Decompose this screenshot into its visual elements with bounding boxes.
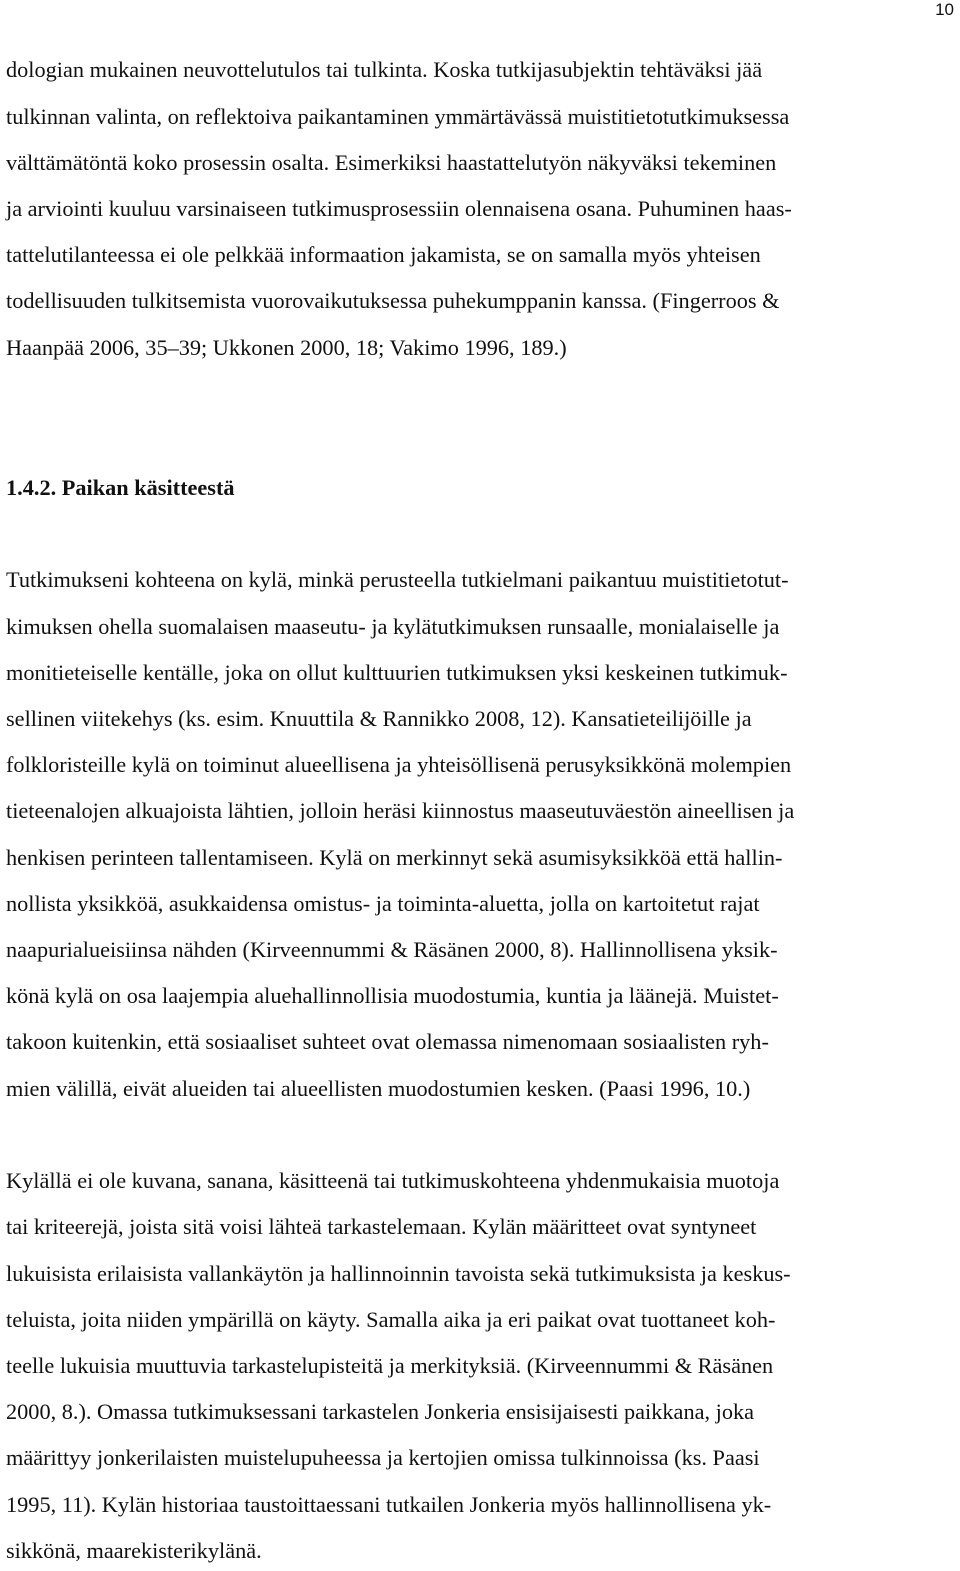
text-line: Kylällä ei ole kuvana, sanana, käsitteenä tai tutkimuskohteena yhdenmukaisia muotoja xyxy=(6,1168,780,1193)
text-line: tieteenalojen alkuajoista lähtien, jolloin heräsi kiinnostus maaseutuväestön aineellisen ja xyxy=(6,798,795,823)
text-line: teelle lukuisia muuttuvia tarkastelupisteitä ja merkityksiä. (Kirveennummi & Räsänen xyxy=(6,1353,774,1378)
text-line: tai kriteerejä, joista sitä voisi lähteä tarkastelemaan. Kylän määritteet ovat syntyneet xyxy=(6,1214,757,1239)
text-line: ja arviointi kuuluu varsinaiseen tutkimusprosessiin olennaisena osana. Puhuminen haas- xyxy=(6,196,792,221)
text-line: könä kylä on osa laajempia aluehallinnollisia muodostumia, kuntia ja läänejä. Muistet- xyxy=(6,983,779,1008)
section-heading: 1.4.2. Paikan käsitteestä xyxy=(6,475,235,500)
text-line: Haanpää 2006, 35–39; Ukkonen 2000, 18; Vakimo 1996, 189.) xyxy=(6,335,567,360)
text-line: määrittyy jonkerilaisten muistelupuheessa ja kertojien omissa tulkinnoissa (ks. Paasi xyxy=(6,1445,760,1470)
text-line: todellisuuden tulkitsemista vuorovaikutuksessa puhekumppanin kanssa. (Fingerroos & xyxy=(6,288,780,313)
text-line: folkloristeille kylä on toiminut alueellisena ja yhteisöllisenä perusyksikkönä molempien xyxy=(6,752,792,777)
text-line: Tutkimukseni kohteena on kylä, minkä perusteella tutkielmani paikantuu muistitietotut- xyxy=(6,567,789,592)
text-line: lukuisista erilaisista vallankäytön ja hallinnoinnin tavoista sekä tutkimuksista ja keskus- xyxy=(6,1261,791,1286)
text-line: dologian mukainen neuvottelutulos tai tulkinta. Koska tutkijasubjektin tehtäväksi jää xyxy=(6,57,763,82)
text-line: tulkinnan valinta, on reflektoiva paikantaminen ymmärtävässä muistitietotutkimuksessa xyxy=(6,104,790,129)
page-number: 10 xyxy=(935,0,954,19)
text-line: nollista yksikköä, asukkaidensa omistus- ja toiminta-aluetta, jolla on kartoitetut rajat xyxy=(6,891,760,916)
text-line: mien välillä, eivät alueiden tai alueellisten muodostumien kesken. (Paasi 1996, 10.) xyxy=(6,1076,751,1101)
text-line: välttämätöntä koko prosessin osalta. Esimerkiksi haastattelutyön näkyväksi tekeminen xyxy=(6,150,777,175)
text-line: teluista, joita niiden ympärillä on käyty. Samalla aika ja eri paikat ovat tuottaneet koh- xyxy=(6,1307,776,1332)
text-line: kimuksen ohella suomalaisen maaseutu- ja kylätutkimuksen runsaalle, monialaiselle ja xyxy=(6,614,780,639)
text-line: henkisen perinteen tallentamiseen. Kylä on merkinnyt sekä asumisyksikköä että hallin- xyxy=(6,845,783,870)
text-line: 1995, 11). Kylän historiaa taustoittaessani tutkailen Jonkeria myös hallinnollisena yk- xyxy=(6,1492,772,1517)
text-line: monitieteiselle kentälle, joka on ollut kulttuurien tutkimuksen yksi keskeinen tutkimuk- xyxy=(6,660,788,685)
text-line: tattelutilanteessa ei ole pelkkää informaation jakamista, se on samalla myös yhteisen xyxy=(6,242,761,267)
text-line: naapurialueisiinsa nähden (Kirveennummi & Räsänen 2000, 8). Hallinnollisena yksik- xyxy=(6,937,778,962)
text-line: sikkönä, maarekisterikylänä. xyxy=(6,1538,262,1563)
text-line: sellinen viitekehys (ks. esim. Knuuttila & Rannikko 2008, 12). Kansatieteilijöille ja xyxy=(6,706,752,731)
text-line: takoon kuitenkin, että sosiaaliset suhteet ovat olemassa nimenomaan sosiaalisten ryh- xyxy=(6,1029,769,1054)
text-line: 2000, 8.). Omassa tutkimuksessani tarkastelen Jonkeria ensisijaisesti paikkana, joka xyxy=(6,1399,755,1424)
